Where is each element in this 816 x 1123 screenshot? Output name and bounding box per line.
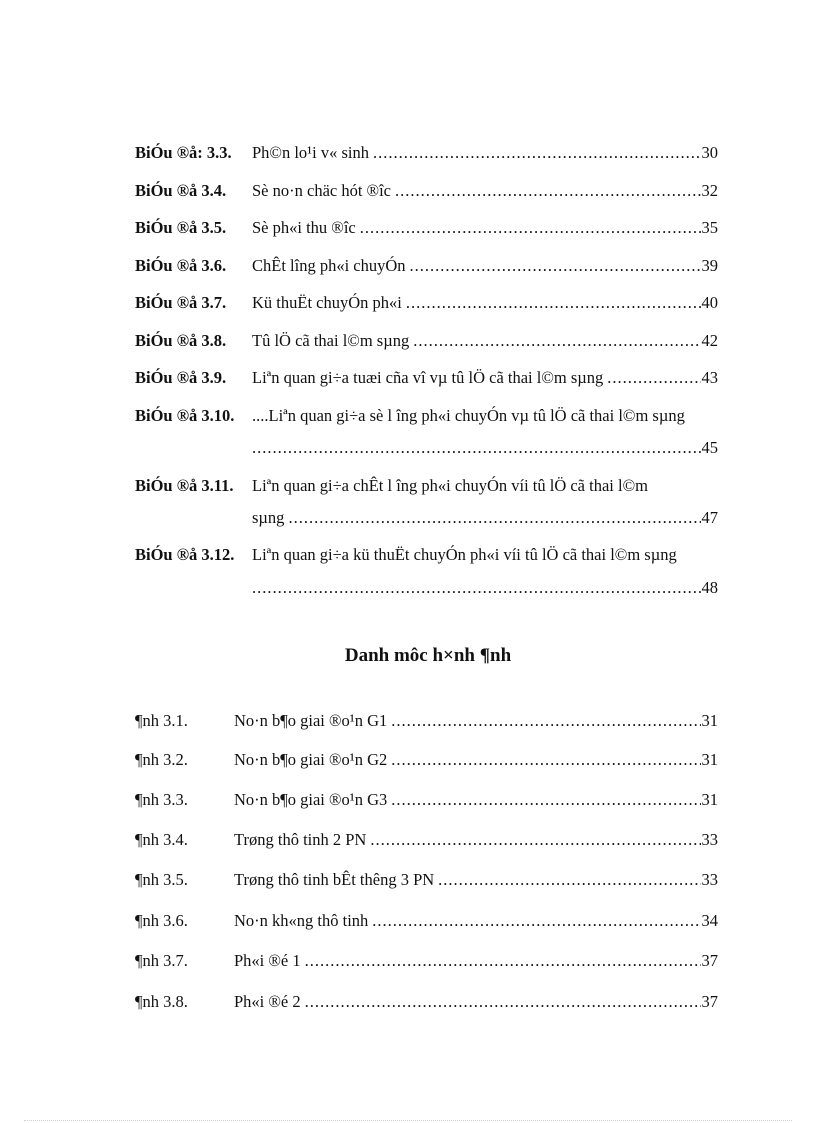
- toc-entry-title: Liªn quan gi÷a chÊt l îng ph«i chuyÓn víi tû lÖ cã thai l©m: [252, 476, 648, 495]
- dot-leader: [607, 368, 700, 388]
- toc-row: [252, 181, 718, 201]
- toc-page-number: 30: [701, 143, 718, 162]
- dot-leader: [391, 711, 700, 731]
- dot-leader: [373, 143, 701, 163]
- image-label: ¶nh 3.6.: [135, 911, 188, 930]
- image-label: ¶nh 3.4.: [135, 830, 188, 849]
- dot-leader: [372, 911, 700, 931]
- toc-page-number: 31: [701, 750, 718, 769]
- toc-row: [252, 578, 718, 598]
- section-title-images: Danh môc h×nh ¶nh: [344, 645, 512, 666]
- toc-page-number: 39: [701, 256, 718, 275]
- toc-row: [234, 992, 718, 1012]
- toc-page-number: 32: [701, 181, 718, 200]
- toc-entry-title: Liªn quan gi÷a tuæi cña vî vµ tû lÖ cã thai l©m sµng: [252, 368, 604, 387]
- toc-entry-title: No·n kh«ng thô tinh: [234, 911, 369, 930]
- toc-page-number: 37: [701, 992, 718, 1011]
- chart-label: BiÓu ®å 3.7.: [135, 293, 227, 312]
- toc-entry-title: sµng: [252, 508, 285, 527]
- toc-entry-title: Ph«i ®é 2: [234, 992, 301, 1011]
- toc-entry-title: No·n b¶o giai ®o¹n G2: [234, 750, 388, 769]
- dot-leader: [360, 218, 701, 238]
- toc-entry-title: Kü thuËt chuyÓn ph«i: [252, 293, 402, 312]
- toc-row: [234, 711, 718, 731]
- chart-label: BiÓu ®å 3.5.: [135, 218, 227, 237]
- toc-row: [252, 438, 718, 458]
- toc-entry-title: Sè no·n chäc hót ®îc: [252, 181, 391, 200]
- toc-row: [252, 143, 718, 163]
- chart-label: BiÓu ®å: 3.3.: [135, 143, 232, 162]
- image-label: ¶nh 3.5.: [135, 870, 188, 889]
- chart-label: BiÓu ®å 3.11.: [135, 476, 234, 495]
- toc-entry-title: No·n b¶o giai ®o¹n G1: [234, 711, 388, 730]
- toc-entry-title: Ph©n lo¹i v« sinh: [252, 143, 369, 162]
- dot-leader: [288, 508, 700, 528]
- toc-row: [234, 870, 718, 890]
- dot-leader: [252, 438, 701, 458]
- toc-page-number: 35: [701, 218, 718, 237]
- toc-row: [252, 508, 718, 528]
- toc-row: [234, 750, 718, 770]
- dot-leader: [305, 992, 701, 1012]
- dot-leader: [305, 951, 701, 971]
- toc-entry-title: Trøng thô tinh 2 PN: [234, 830, 367, 849]
- toc-row: [252, 218, 718, 238]
- toc-row: [234, 830, 718, 850]
- toc-row: [234, 911, 718, 931]
- dot-leader: [410, 256, 701, 276]
- toc-row: [234, 951, 718, 971]
- toc-page-number: 45: [701, 438, 718, 457]
- chart-label: BiÓu ®å 3.9.: [135, 368, 227, 387]
- dot-leader: [406, 293, 701, 313]
- image-label: ¶nh 3.3.: [135, 790, 188, 809]
- toc-entry-title: Ph«i ®é 1: [234, 951, 301, 970]
- page-bottom-rule: [24, 1120, 792, 1121]
- toc-page-number: 43: [701, 368, 718, 387]
- image-label: ¶nh 3.2.: [135, 750, 188, 769]
- toc-page-number: 42: [701, 331, 718, 350]
- chart-label: BiÓu ®å 3.10.: [135, 406, 235, 425]
- chart-label: BiÓu ®å 3.6.: [135, 256, 227, 275]
- chart-label: BiÓu ®å 3.8.: [135, 331, 227, 350]
- toc-row: [252, 256, 718, 276]
- toc-page-number: 33: [701, 870, 718, 889]
- dot-leader: [413, 331, 700, 351]
- toc-page-number: 34: [701, 911, 718, 930]
- toc-page-number: 33: [701, 830, 718, 849]
- dot-leader: [391, 750, 700, 770]
- toc-entry-title: Trøng thô tinh bÊt thêng 3 PN: [234, 870, 435, 889]
- toc-row: [252, 368, 718, 388]
- chart-label: BiÓu ®å 3.12.: [135, 545, 235, 564]
- toc-row: [252, 293, 718, 313]
- dot-leader: [370, 830, 700, 850]
- toc-row: [252, 331, 718, 351]
- toc-entry-title: ChÊt lîng ph«i chuyÓn: [252, 256, 406, 275]
- toc-entry-title: Tû lÖ cã thai l©m sµng: [252, 331, 410, 350]
- toc-entry-title: Liªn quan gi÷a kü thuËt chuyÓn ph«i víi tû lÖ cã thai l©m sµng: [252, 545, 677, 564]
- toc-page-number: 31: [701, 790, 718, 809]
- toc-page-number: 40: [701, 293, 718, 312]
- chart-label: BiÓu ®å 3.4.: [135, 181, 227, 200]
- toc-entry-title: Sè ph«i thu ®îc: [252, 218, 356, 237]
- image-label: ¶nh 3.7.: [135, 951, 188, 970]
- toc-entry-title: ....Liªn quan gi÷a sè l îng ph«i chuyÓn vµ tû lÖ cã thai l©m sµng: [252, 406, 685, 425]
- image-label: ¶nh 3.8.: [135, 992, 188, 1011]
- toc-page-number: 31: [701, 711, 718, 730]
- toc-page-number: 48: [701, 578, 718, 597]
- image-label: ¶nh 3.1.: [135, 711, 188, 730]
- toc-page-number: 37: [701, 951, 718, 970]
- dot-leader: [252, 578, 701, 598]
- dot-leader: [438, 870, 700, 890]
- dot-leader: [395, 181, 701, 201]
- toc-entry-title: No·n b¶o giai ®o¹n G3: [234, 790, 388, 809]
- toc-page-number: 47: [701, 508, 718, 527]
- dot-leader: [391, 790, 700, 810]
- toc-row: [234, 790, 718, 810]
